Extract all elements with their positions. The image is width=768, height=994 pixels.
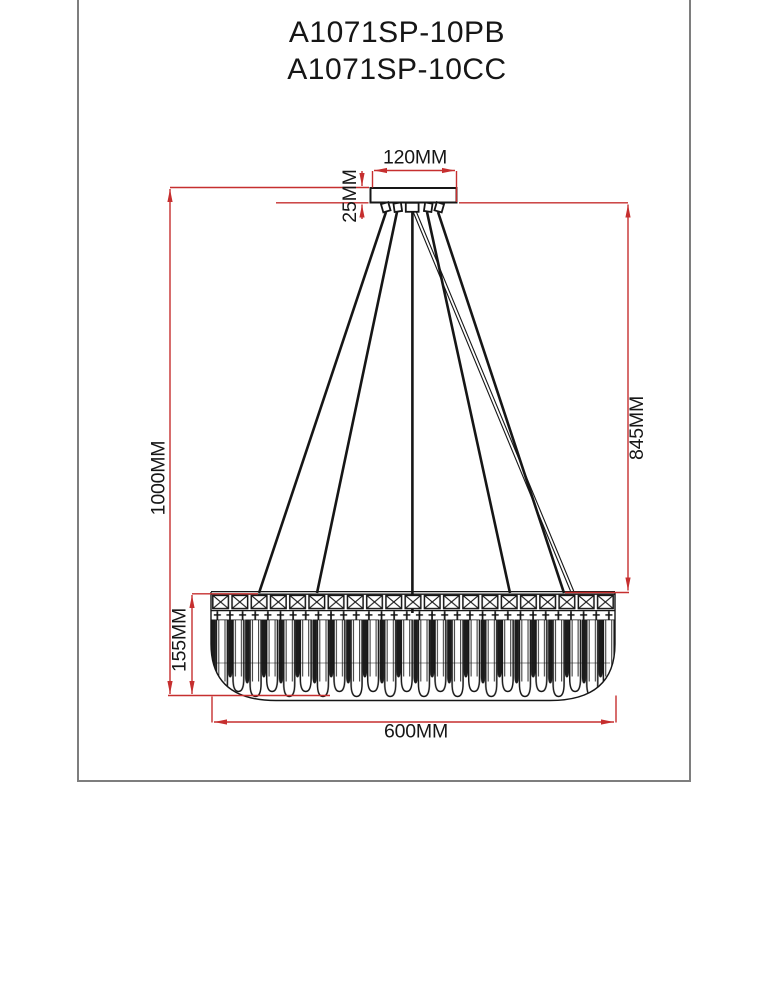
crystal-hook-row xyxy=(212,611,614,621)
chandelier-drawing xyxy=(211,188,615,703)
cable-connectors xyxy=(381,202,444,212)
shade-diameter-label: 600MM xyxy=(383,720,449,743)
crystal-prism-row xyxy=(211,620,615,703)
model-number-line2: A1071SP-10CC xyxy=(287,53,507,86)
suspension-height-label: 845MM xyxy=(626,395,648,461)
shade-height-label: 155MM xyxy=(168,607,191,673)
dim-suspension-height xyxy=(565,205,648,593)
overall-height-label: 1000MM xyxy=(147,440,170,516)
canopy-width-label: 120MM xyxy=(382,146,448,169)
crystal-x-band xyxy=(211,595,615,611)
canopy-height-label: 25MM xyxy=(339,169,361,223)
power-wire xyxy=(413,212,574,591)
model-number-line1: A1071SP-10PB xyxy=(288,16,506,49)
dim-shade-diameter xyxy=(212,696,616,743)
crystal-drum-shade xyxy=(211,592,615,703)
ceiling-canopy xyxy=(371,188,457,203)
